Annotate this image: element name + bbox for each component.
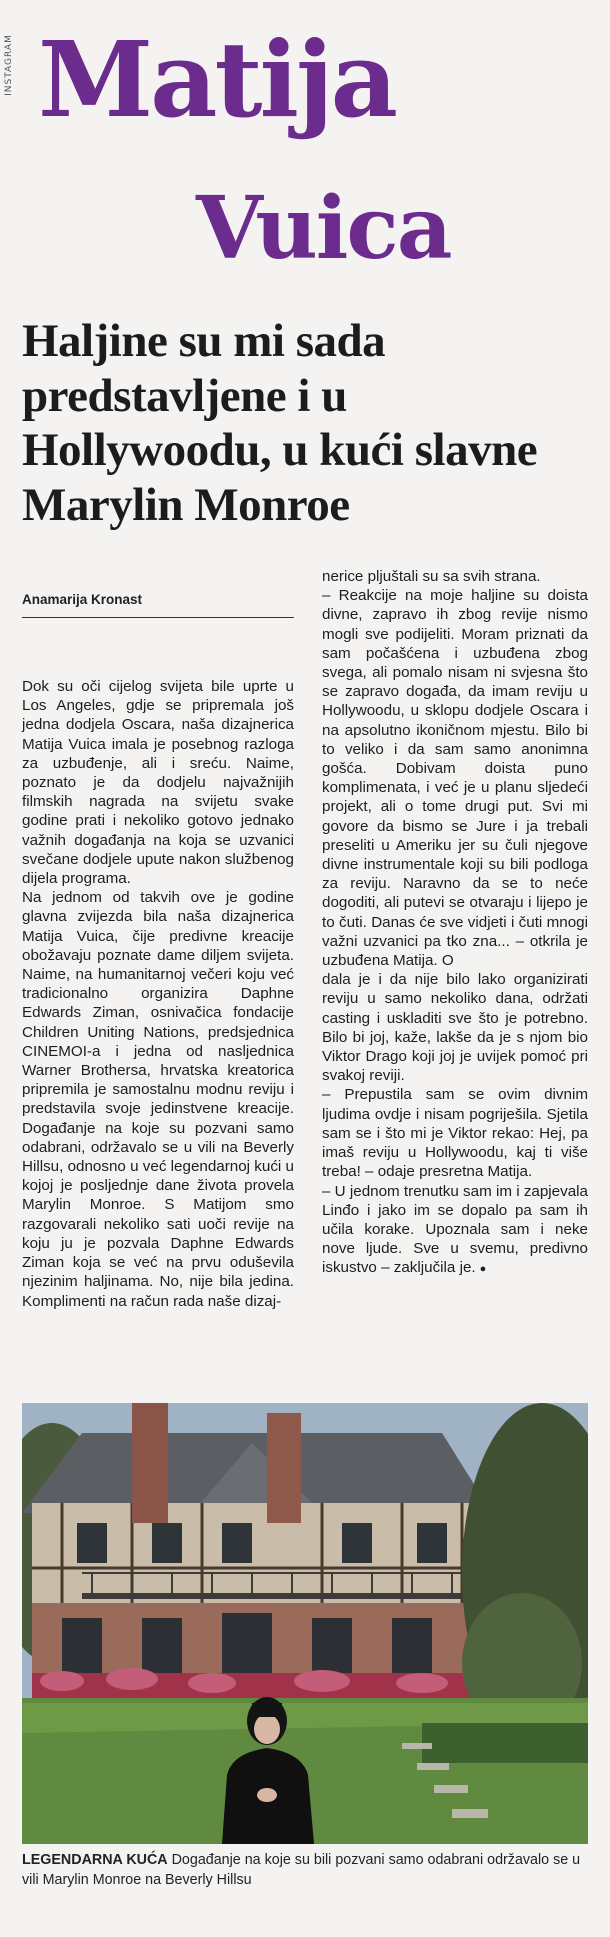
photo-caption [22, 1850, 588, 1890]
paragraph: dala je i da nije bilo lako organizirati reviju u samo nekoliko dana, održati casting i uskladiti sve što je potrebno. Bilo bi joj, kaže, lakše da je s njom bio Viktor Drago koji joj je uvijek pomoć pri svakoj reviji. [322, 971, 588, 1085]
byline: Anamarija Kronast [22, 592, 294, 618]
house-illustration [22, 1403, 588, 1844]
headline: Haljine su mi sada predstavljene i u Hollywoodu, u kući slavne Marylin Monroe [22, 315, 538, 531]
end-of-article-icon: ● [479, 1263, 487, 1276]
paragraph: – Reakcije na moje haljine su doista divne, zapravo ih zbog revije nismo mogli sve podijeliti. Moram priznati da sam počašćena i uzbuđena zbog svega, ali pomalo nisam ni svjesna što se zapravo događa, da imam reviju u Hollywoodu, u sklopu dodjele Oscara i na apsolutno ikoničnom mjestu. Bilo bi to veliko i da sam samo anonimna gošća. Dobivam doista puno komplimenata, i već je u planu sljedeći projekt, ali o tome drugi put. Svi mi govore da bismo se Jure i ja trebali preseliti u Ameriku jer su čuli njegove divne instrumentale koji su bili podloga za reviju. Naravno da se to neće dogoditi, ali putevi se otvaraju i lijepo je to čuti. Danas će sve vidjeti i čuti mnogi važni uzvanici pa tko zna... – otkrila je uzbuđena Matija. O [322, 587, 588, 970]
paragraph: Dok su oči cijelog svijeta bile uprte u Los Angeles, gdje se pripremala još jedna dodjela Oscara, naša dizajnerica Matija Vuica imala je posebnog razloga za uzbuđenje, ali i sreću. Naime, poznato je da dodjelu najvažnijih filmskih nagrada na svijetu svake godine prati i nekoliko gotovo jednako važnih događanja na koja se uzvanici svečane dodjele upute nakon službenog dijela programa. [22, 678, 294, 888]
article-column-right [322, 567, 588, 1280]
house-photo [22, 1403, 588, 1844]
paragraph: – Prepustila sam se ovim divnim ljudima ovdje i nisam pogriješila. Sjetila sam se i što mi je Viktor rekao: Hej, pa imaš reviju u Hollywoodu, kaj ti više treba! – odaje presretna Matija. [322, 1086, 588, 1181]
photo-credit [2, 20, 16, 110]
caption-text: Događanje na koje su bili pozvani samo odabrani održavalo se u vili Marylin Monroe na Beverly Hillsu [22, 1852, 581, 1888]
title-first-name: Matija [38, 18, 396, 141]
photo-credit-text: INSTAGRAM [4, 34, 14, 96]
title-last-name: Vuica [196, 178, 451, 279]
article-column-left [22, 677, 294, 1311]
paragraph: Na jednom od takvih ove je godine glavna zvijezda bila naša dizajnerica Matija Vuica, čije predivne kreacije obožavaju poznate dame diljem svijeta. Naime, na humanitarnoj večeri koju već tradicionalno organizira Daphne Edwards Ziman, osnivačica fondacije Children Uniting Nations, predsjednica CINEMOI-a i jedna od nasljednica Warner Brothersa, hrvatska kreatorica pripremila je samostalnu modnu reviju i predstavila svoje jedinstvene kreacije. Događanje na koje su pozvani samo odabrani, održavalo se u vili na Beverly Hillsu, odnosno u već legendarnoj kući u kojoj je posljednje dane života provela Marylin Monroe. S Matijom smo razgovarali nekoliko sati uoči revije na koju ju je pozvala Daphne Edwards Ziman koja se već na prvu oduševila njezinim haljinama. No, nije bila jedina. Komplimenti na račun rada naše dizaj- [22, 889, 294, 1310]
paragraph-last [322, 1182, 588, 1280]
paragraph: nerice pljuštali su sa svih strana. [322, 568, 541, 585]
caption-label: LEGENDARNA KUĆA [22, 1852, 168, 1868]
paragraph-last-text: – U jednom trenutku sam im i zapjevala Linđo i jako im se dopalo pa sam ih učila korake. Upoznala sam i neke nove ljude. Sve u svemu, predivno iskustvo – zaključila je. [322, 1182, 588, 1277]
